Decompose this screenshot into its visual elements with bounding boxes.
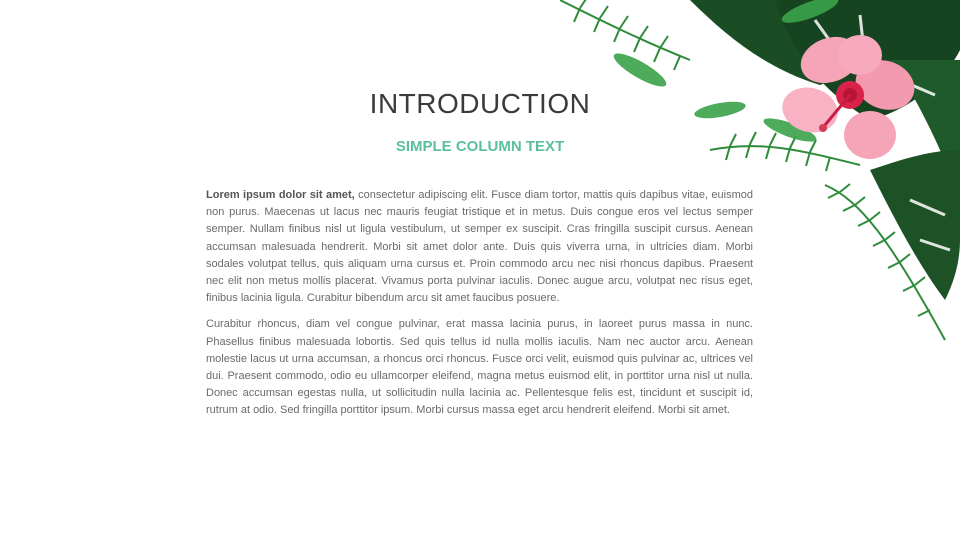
paragraph-2: Curabitur rhoncus, diam vel congue pulvinar, erat massa lacinia purus, in laoreet purus massa in nunc. Phasellus finibus malesuada lobortis. Sed quis tellus id nulla mollis iaculis. Nam nec auctor arcu. Aenean molestie lacus ut urna accumsan, a rhoncus orci rhoncus. Fusce orci velit, euismod quis pulvinar ac, ultrices vel dui. Praesent commodo, odio eu ullamcorper eleifend, magna metus euismod elit, in porttitor urna nisl ut nulla. Donec accumsan egestas nulla, ut sollicitudin nulla lacinia ac. Pellentesque felis est, tincidunt et suscipit id, rutrum at odio. Sed fringilla porttitor ipsum. Morbi cursus massa eget arcu hendrerit eleifend. Morbi sit amet. xyxy=(206,318,753,417)
paragraph-1-rest: consectetur adipiscing elit. Fusce diam tortor, mattis quis dapibus vitae, euismod non purus. Maecenas ut lacus nec mauris feugiat tristique et in metus. Duis congue eros vel lectus semper semper. Nullam finibus nisl ut ligula vestibulum, ut semper ex suscipit. Cras fringilla suscipit cursus. Aenean accumsan malesuada hendrerit. Morbi sit amet dolor ante. Duis quis viverra urna, in ultricies diam. Morbi sodales volutpat tellus, quis aliquam urna cursus et. Proin commodo arcu nec nisi rhoncus dapibus. Praesent nec elit non metus mollis placerat. Vivamus porta pulvinar iaculis. Donec augue arcu, volutpat nec risus eget, finibus lacinia ligula. Curabitur bibendum arcu sit amet faucibus posuere. xyxy=(206,189,753,305)
body-text xyxy=(206,187,753,429)
paragraph-1-lead: Lorem ipsum dolor sit amet, xyxy=(206,189,355,201)
paragraph-1 xyxy=(206,187,753,307)
slide-subtitle: SIMPLE COLUMN TEXT xyxy=(395,138,565,155)
slide-title: INTRODUCTION xyxy=(369,88,591,119)
